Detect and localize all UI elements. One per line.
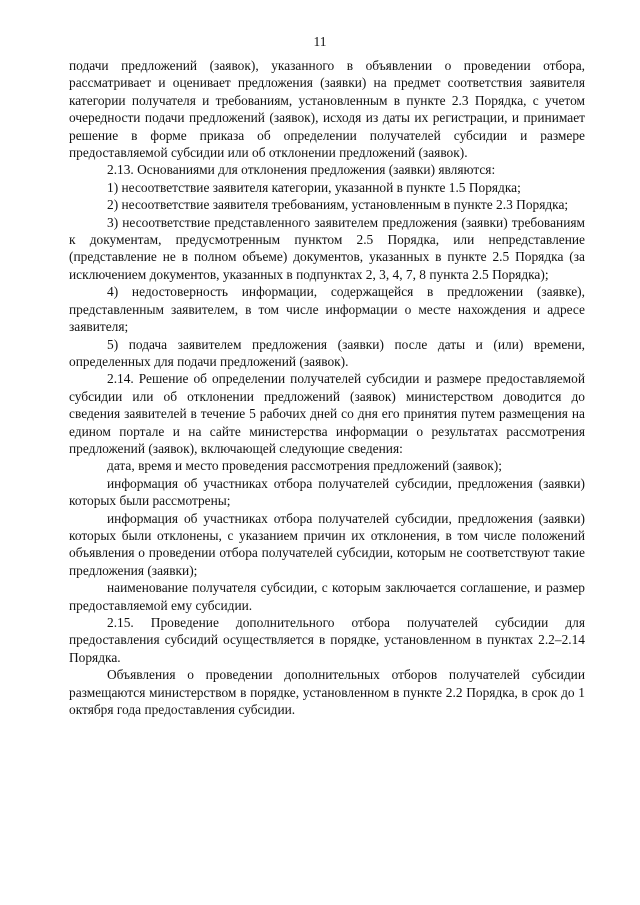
document-body — [69, 57, 585, 718]
paragraph: Объявления о проведении дополнительных отборов получателей субсидии размещаются министерством в порядке, установленном в пункте 2.2 Порядка, в срок до 1 октября года предоставления субсидии. — [69, 667, 585, 718]
paragraph: 2.13. Основаниями для отклонения предложения (заявки) являются: — [107, 162, 496, 178]
paragraph: 5) подача заявителем предложения (заявки) после даты и (или) времени, определенных для подачи предложений (заявок). — [69, 336, 585, 369]
paragraph: 2) несоответствие заявителя требованиям, установленным в пункте 2.3 Порядка; — [107, 197, 569, 213]
paragraph: 2.15. Проведение дополнительного отбора получателей субсидии для предоставления субсидий осуществляется в порядке, установленном в пунктах 2.2–2.14 Порядка. — [69, 615, 585, 665]
paragraph: 3) несоответствие представленного заявителем предложения (заявки) требованиям к документам, предусмотренным пунктом 2.5 Порядка, или непредставление (представление не в полном объеме) документов, указанных в пункте 2.5 Порядка (за исключением документов, указанных в подпунктах 2, 3, 4, 7, 8 пункта 2.5 Порядка); — [69, 214, 585, 282]
page-number: 11 — [313, 34, 327, 49]
paragraph: 1) несоответствие заявителя категории, указанной в пункте 1.5 Порядка; — [107, 179, 521, 195]
paragraph: дата, время и место проведения рассмотрения предложений (заявок); — [107, 458, 502, 474]
paragraph: подачи предложений (заявок), указанного в объявлении о проведении отбора, рассматривает и оценивает предложения (заявки) на предмет соответствия заявителя категории получателя и требованиям, установленным в пункте 2.3 Порядка, с учетом очередности подачи предложений (заявок), исходя из даты их регистрации, и принимает решение в форме приказа об определении получателей субсидии и размере предоставляемой субсидии или об отклонении предложений (заявок). — [69, 58, 585, 161]
paragraph: информация об участниках отбора получателей субсидии, предложения (заявки) которых были отклонены, с указанием причин их отклонения, в том числе положений объявления о проведении отбора получателей субсидии, которым не соответствуют такие предложения (заявки); — [69, 510, 585, 578]
paragraph: 4) недостоверность информации, содержащейся в предложении (заявке), представленным заявителем, в том числе информации о месте нахождения и адресе заявителя; — [69, 284, 585, 335]
paragraph: наименование получателя субсидии, с которым заключается соглашение, и размер предоставляемой ему субсидии. — [69, 580, 585, 613]
paragraph: 2.14. Решение об определении получателей субсидии и размере предоставляемой субсидии или об отклонении предложений (заявок) министерством доводится до сведения заявителей в течение 5 рабочих дней со дня его принятия путем размещения на едином портале и на сайте министерства информации о результатах рассмотрения предложений (заявок), включающей следующие сведения: — [69, 371, 585, 456]
paragraph: информация об участниках отбора получателей субсидии, предложения (заявки) которых были рассмотрены; — [69, 475, 585, 509]
